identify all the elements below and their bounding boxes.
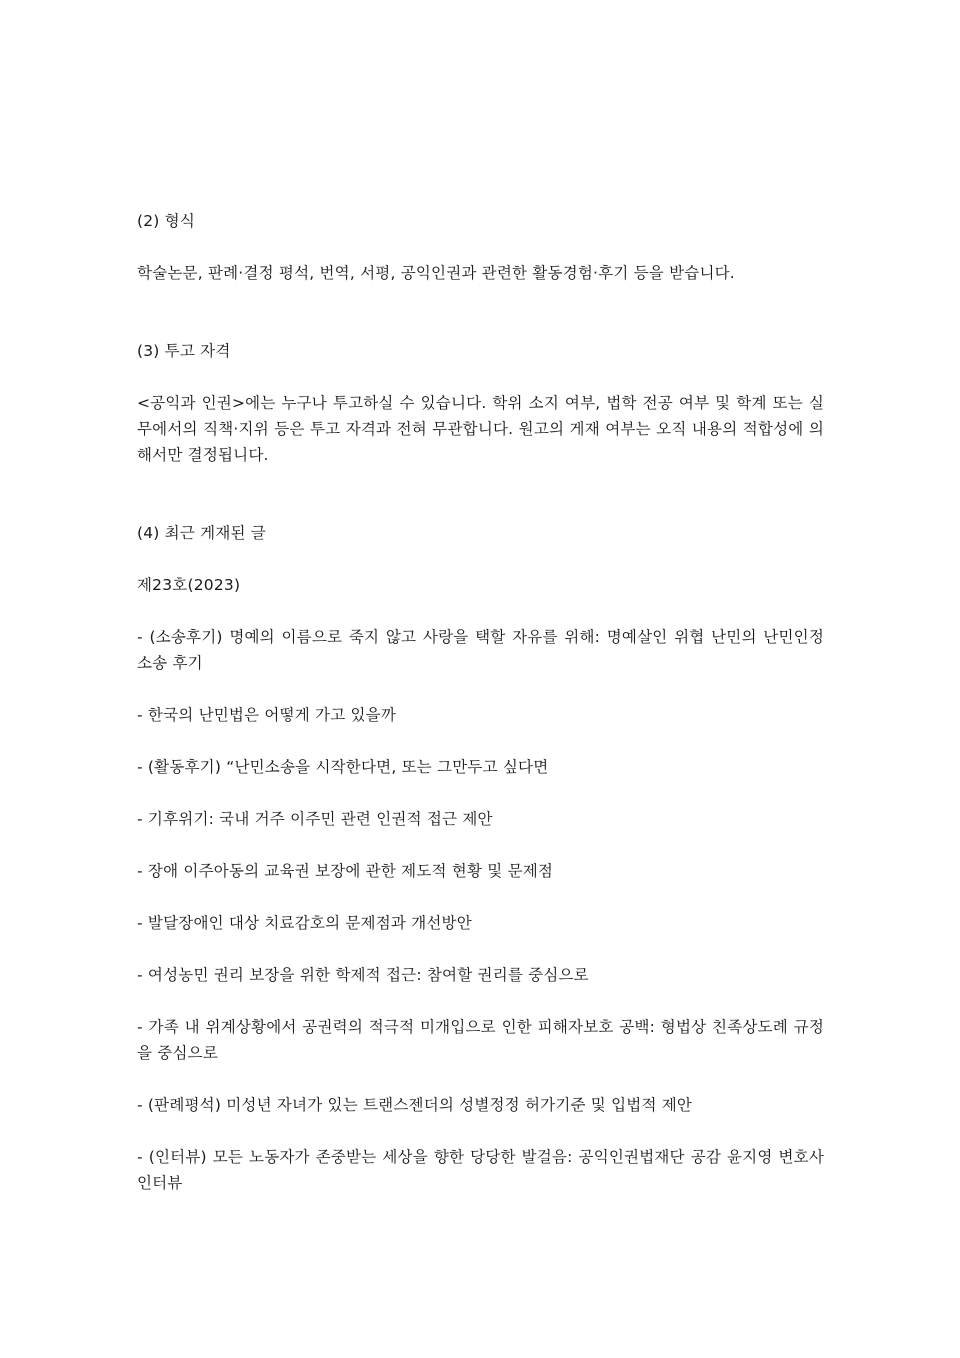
list-item: - (판례평석) 미성년 자녀가 있는 트랜스젠더의 성별정정 허가기준 및 입법적 제안 xyxy=(137,1096,693,1114)
section-3-body: <공익과 인권>에는 누구나 투고하실 수 있습니다. 학위 소지 여부, 법학 전공 여부 및 학계 또는 실무에서의 직책·지위 등은 투고 자격과 전혀 무관합니다. 원고의 게재 여부는 오직 내용의 적합성에 의해서만 결정됩니다. xyxy=(137,394,824,464)
list-item: - 발달장애인 대상 치료감호의 문제점과 개선방안 xyxy=(137,914,472,932)
list-item: - 기후위기: 국내 거주 이주민 관련 인권적 접근 제안 xyxy=(137,810,493,828)
list-item: - 장애 이주아동의 교육권 보장에 관한 제도적 현황 및 문제점 xyxy=(137,862,554,880)
list-item: - (활동후기) “난민소송을 시작한다면, 또는 그만두고 싶다면 xyxy=(137,758,549,776)
list-item: - (소송후기) 명예의 이름으로 죽지 않고 사랑을 택할 자유를 위해: 명예살인 위협 난민의 난민인정 소송 후기 xyxy=(137,628,824,672)
recent-articles-list xyxy=(137,624,824,1196)
section-3-heading: (3) 투고 자격 xyxy=(137,342,231,360)
section-4-heading: (4) 최근 게재된 글 xyxy=(137,524,266,542)
list-item: - (인터뷰) 모든 노동자가 존중받는 세상을 향한 당당한 발걸음: 공익인권법재단 공감 윤지영 변호사 인터뷰 xyxy=(137,1148,824,1192)
list-item: - 가족 내 위계상황에서 공권력의 적극적 미개입으로 인한 피해자보호 공백: 형법상 친족상도례 규정을 중심으로 xyxy=(137,1018,824,1062)
list-item: - 여성농민 권리 보장을 위한 학제적 접근: 참여할 권리를 중심으로 xyxy=(137,966,589,984)
list-item: - 한국의 난민법은 어떻게 가고 있을까 xyxy=(137,706,397,724)
section-2-body: 학술논문, 판례·결정 평석, 번역, 서평, 공익인권과 관련한 활동경험·후기 등을 받습니다. xyxy=(137,264,735,282)
section-2-heading: (2) 형식 xyxy=(137,212,196,230)
issue-label: 제23호(2023) xyxy=(137,576,241,594)
